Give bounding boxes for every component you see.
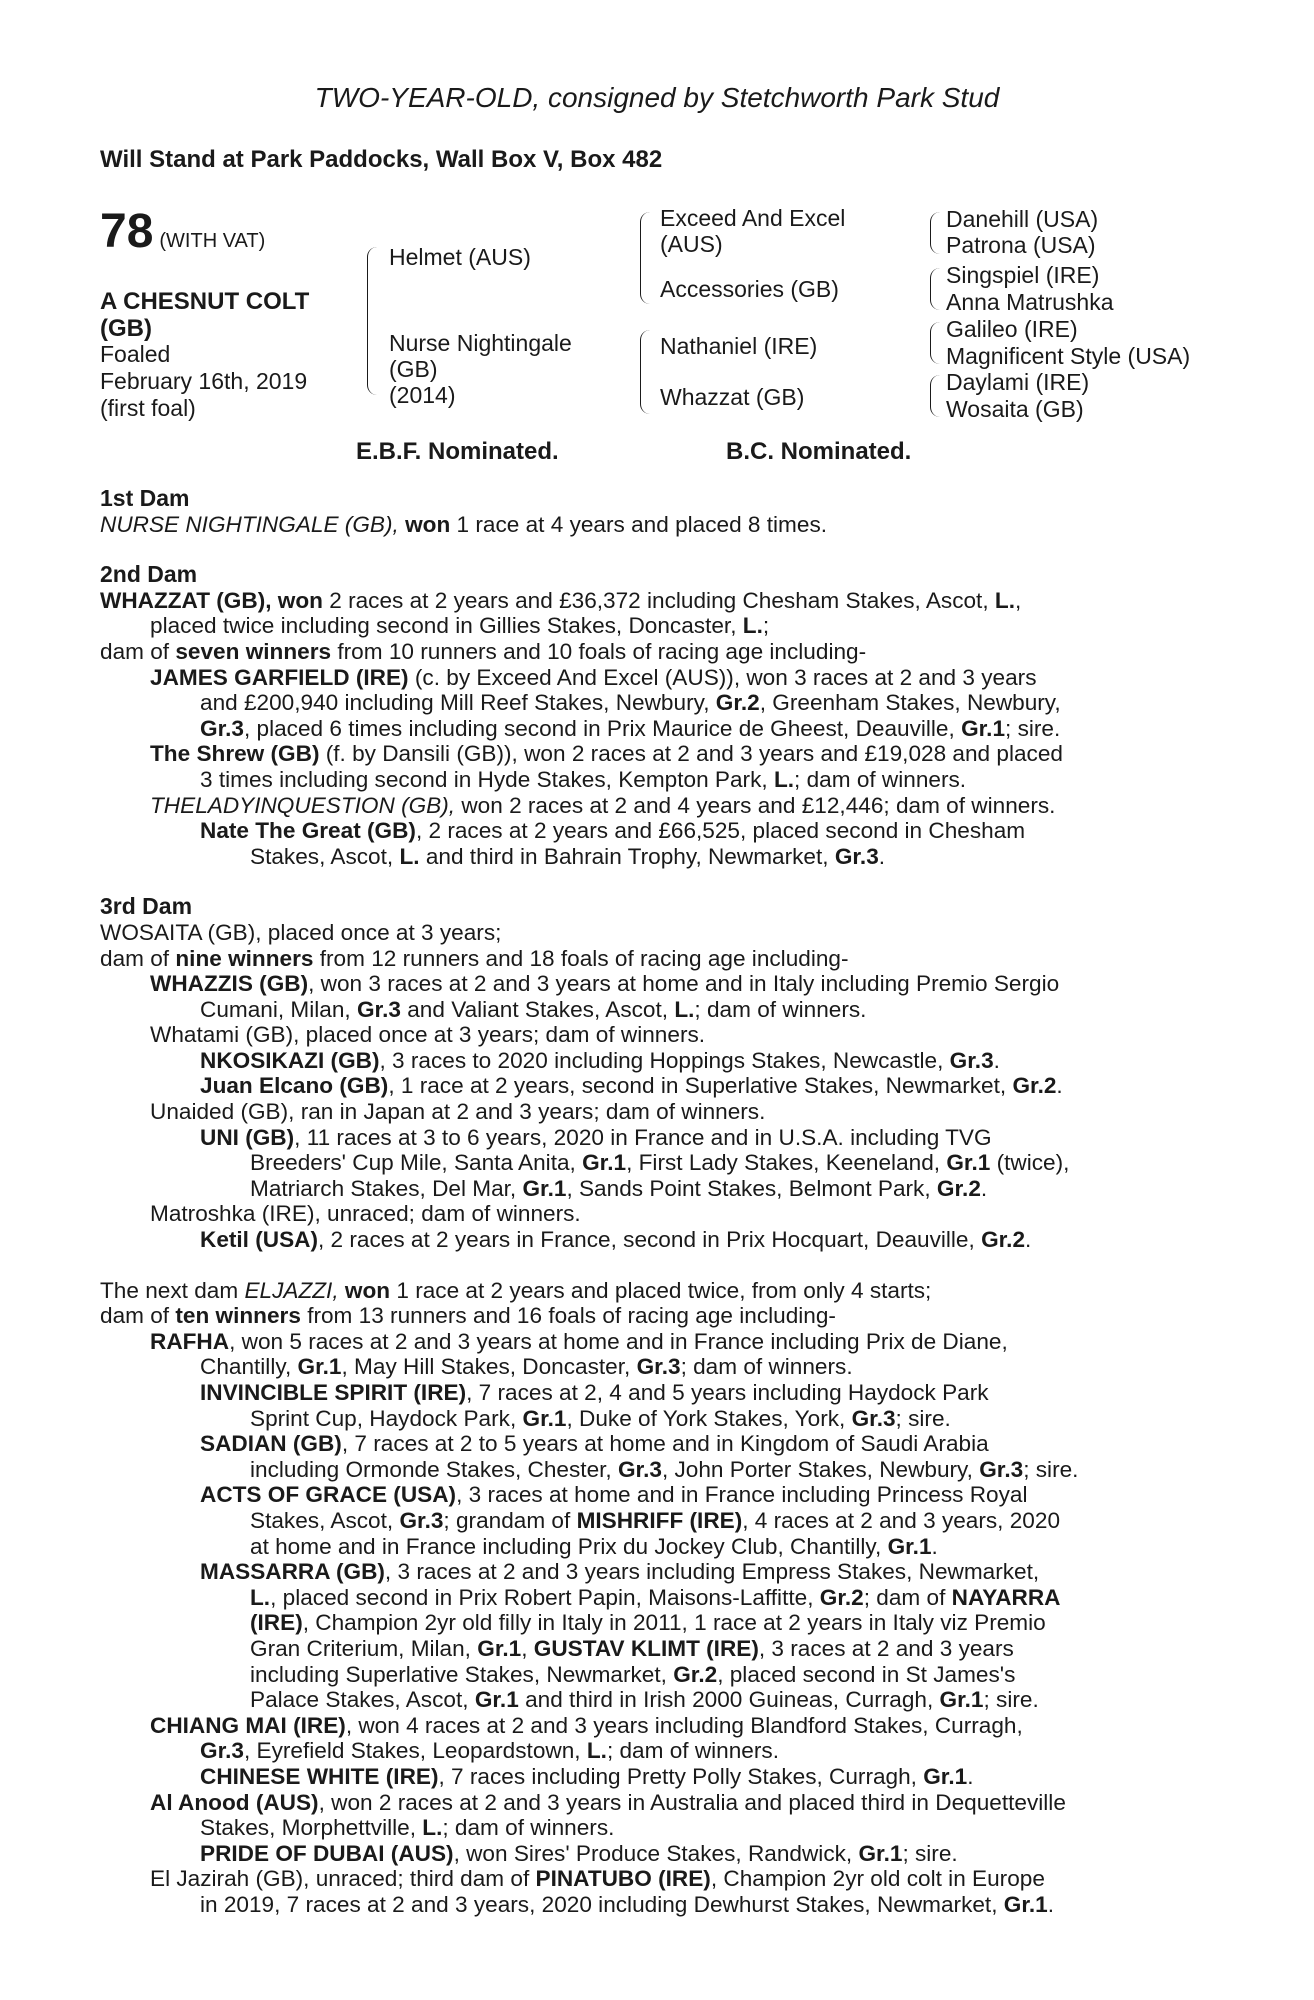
produce-entry: Stakes, Morphettville, L.; dam of winners.: [200, 1815, 615, 1841]
next-dam-produce: dam of ten winners from 13 runners and 16 foals of racing age including-: [100, 1303, 836, 1329]
foaled-label: Foaled: [100, 341, 171, 367]
pedigree-brace: [930, 212, 943, 254]
produce-entry: Sprint Cup, Haydock Park, Gr.1, Duke of York Stakes, York, Gr.3; sire.: [250, 1405, 951, 1431]
second-dam-heading: 2nd Dam: [100, 561, 198, 588]
stand-location: Will Stand at Park Paddocks, Wall Box V, Box 482: [100, 146, 663, 173]
produce-entry: in 2019, 7 races at 2 and 3 years, 2020 including Dewhurst Stakes, Newmarket, Gr.1.: [200, 1891, 1055, 1917]
produce-entry: Palace Stakes, Ascot, Gr.1 and third in Irish 2000 Guineas, Curragh, Gr.1; sire.: [250, 1687, 1039, 1713]
third-dam-produce: dam of nine winners from 12 runners and 18 foals of racing age including-: [100, 945, 849, 971]
bc-nomination: B.C. Nominated.: [726, 438, 912, 465]
pedigree-brace: [640, 330, 653, 414]
second-dam-produce: dam of seven winners from 10 runners and 10 foals of racing age including-: [100, 638, 867, 664]
produce-entry: and £200,940 including Mill Reef Stakes, Newbury, Gr.2, Greenham Stakes, Newbury,: [200, 690, 1061, 716]
pedigree-ds-dam: Magnificent Style (USA): [946, 343, 1191, 369]
page-title: TWO-YEAR-OLD, consigned by Stetchworth Park Stud: [314, 82, 1000, 113]
produce-entry: THELADYINQUESTION (GB), won 2 races at 2 and 4 years and £12,446; dam of winners.: [150, 792, 1056, 818]
produce-entry: CHINESE WHITE (IRE), 7 races including Pretty Polly Stakes, Curragh, Gr.1.: [200, 1763, 974, 1789]
produce-entry: Juan Elcano (GB), 1 race at 2 years, second in Superlative Stakes, Newmarket, Gr.2.: [200, 1073, 1063, 1099]
produce-entry: El Jazirah (GB), unraced; third dam of PINATUBO (IRE), Champion 2yr old colt in Europe: [150, 1866, 1045, 1892]
produce-entry: PRIDE OF DUBAI (AUS), won Sires' Produce Stakes, Randwick, Gr.1; sire.: [200, 1840, 958, 1866]
produce-entry: (IRE), Champion 2yr old filly in Italy in 2011, 1 race at 2 years in Italy viz Premio: [250, 1610, 1046, 1636]
produce-entry: including Superlative Stakes, Newmarket, Gr.2, placed second in St James's: [250, 1661, 1016, 1687]
horse-line-1: A CHESNUT COLT: [100, 288, 310, 315]
produce-entry: Nate The Great (GB), 2 races at 2 years and £66,525, placed second in Chesham: [200, 818, 1026, 844]
pedigree-dam-sire: Nathaniel (IRE): [660, 333, 818, 359]
produce-entry: at home and in France including Prix du Jockey Club, Chantilly, Gr.1.: [250, 1533, 938, 1559]
produce-entry: Matriarch Stakes, Del Mar, Gr.1, Sands Point Stakes, Belmont Park, Gr.2.: [250, 1175, 988, 1201]
produce-entry: Gr.3, placed 6 times including second in Prix Maurice de Gheest, Deauville, Gr.1; sire.: [200, 715, 1061, 741]
foal-note: (first foal): [100, 395, 196, 421]
pedigree-dam-dam: Whazzat (GB): [660, 384, 805, 410]
produce-entry: L., placed second in Prix Robert Papin, Maisons-Laffitte, Gr.2; dam of NAYARRA: [250, 1584, 1061, 1610]
produce-entry: SADIAN (GB), 7 races at 2 to 5 years at home and in Kingdom of Saudi Arabia: [200, 1431, 989, 1457]
produce-entry: CHIANG MAI (IRE), won 4 races at 2 and 3 years including Blandford Stakes, Curragh,: [150, 1712, 1023, 1738]
second-dam-entry: placed twice including second in Gillies Stakes, Doncaster, L.;: [150, 613, 770, 639]
next-dam-entry: The next dam ELJAZZI, won 1 race at 2 years and placed twice, from only 4 starts;: [100, 1277, 932, 1303]
produce-entry: Ketil (USA), 2 races at 2 years in France, second in Prix Hocquart, Deauville, Gr.2.: [200, 1227, 1032, 1253]
pedigree-ss-sire: Danehill (USA): [946, 206, 1099, 232]
produce-entry: Chantilly, Gr.1, May Hill Stakes, Doncaster, Gr.3; dam of winners.: [200, 1354, 853, 1380]
produce-entry: Gran Criterium, Milan, Gr.1, GUSTAV KLIMT (IRE), 3 races at 2 and 3 years: [250, 1635, 1014, 1661]
produce-entry: Gr.3, Eyrefield Stakes, Leopardstown, L.; dam of winners.: [200, 1738, 779, 1764]
produce-entry: INVINCIBLE SPIRIT (IRE), 7 races at 2, 4 and 5 years including Haydock Park: [200, 1380, 989, 1405]
third-dam-heading: 3rd Dam: [100, 893, 193, 920]
produce-entry: Stakes, Ascot, L. and third in Bahrain Trophy, Newmarket, Gr.3.: [250, 843, 886, 869]
horse-description: [100, 288, 309, 342]
horse-line-2: (GB): [100, 315, 152, 342]
pedigree-dam: Nurse Nightingale (GB) (2014): [389, 330, 572, 408]
pedigree-brace: [640, 212, 653, 304]
pedigree-sire: Helmet (AUS): [389, 244, 531, 270]
second-dam-entry: WHAZZAT (GB), won 2 races at 2 years and £36,372 including Chesham Stakes, Ascot, L.,: [100, 587, 1022, 613]
produce-entry: UNI (GB), 11 races at 3 to 6 years, 2020 in France and in U.S.A. including TVG: [200, 1124, 992, 1150]
produce-entry: including Ormonde Stakes, Chester, Gr.3, John Porter Stakes, Newbury, Gr.3; sire.: [250, 1456, 1079, 1482]
produce-entry: MASSARRA (GB), 3 races at 2 and 3 years including Empress Stakes, Newmarket,: [200, 1559, 1040, 1585]
pedigree-brace: [367, 247, 380, 395]
produce-entry: Breeders' Cup Mile, Santa Anita, Gr.1, First Lady Stakes, Keeneland, Gr.1 (twice),: [250, 1150, 1070, 1176]
pedigree-brace: [930, 268, 943, 310]
pedigree-ss-dam: Patrona (USA): [946, 232, 1096, 258]
pedigree-brace: [930, 375, 943, 417]
pedigree-sd-sire: Singspiel (IRE): [946, 262, 1100, 288]
pedigree-sire-sire: Exceed And Excel (AUS): [660, 205, 846, 257]
lot-block: [100, 204, 265, 259]
foaling-info: [100, 341, 307, 422]
lot-number: 78: [100, 205, 154, 258]
produce-entry: JAMES GARFIELD (IRE) (c. by Exceed And Excel (AUS)), won 3 races at 2 and 3 years: [150, 664, 1037, 690]
third-dam-entry: WOSAITA (GB), placed once at 3 years;: [100, 919, 502, 945]
first-dam-heading: 1st Dam: [100, 485, 190, 511]
produce-entry: NKOSIKAZI (GB), 3 races to 2020 including Hoppings Stakes, Newcastle, Gr.3.: [200, 1047, 1000, 1073]
produce-entry: Cumani, Milan, Gr.3 and Valiant Stakes, Ascot, L.; dam of winners.: [200, 996, 867, 1022]
ebf-nomination: E.B.F. Nominated.: [356, 438, 559, 465]
foaled-date: February 16th, 2019: [100, 368, 308, 394]
pedigree-sire-dam: Accessories (GB): [660, 276, 839, 302]
lot-vat: (WITH VAT): [159, 230, 266, 252]
produce-entry: Whatami (GB), placed once at 3 years; dam of winners.: [150, 1022, 706, 1048]
produce-entry: RAFHA, won 5 races at 2 and 3 years at home and in France including Prix de Diane,: [150, 1328, 1008, 1354]
produce-entry: Unaided (GB), ran in Japan at 2 and 3 years; dam of winners.: [150, 1099, 766, 1125]
produce-entry: WHAZZIS (GB), won 3 races at 2 and 3 years at home and in Italy including Premio Sergio: [150, 971, 1060, 997]
first-dam-entry: NURSE NIGHTINGALE (GB), won 1 race at 4 years and placed 8 times.: [100, 511, 828, 537]
produce-entry: 3 times including second in Hyde Stakes, Kempton Park, L.; dam of winners.: [200, 766, 967, 792]
produce-entry: Stakes, Ascot, Gr.3; grandam of MISHRIFF (IRE), 4 races at 2 and 3 years, 2020: [250, 1507, 1061, 1533]
produce-entry: ACTS OF GRACE (USA), 3 races at home and in France including Princess Royal: [200, 1482, 1028, 1508]
produce-entry: Al Anood (AUS), won 2 races at 2 and 3 years in Australia and placed third in Dequetteville: [150, 1789, 1066, 1815]
pedigree-brace: [930, 322, 943, 364]
pedigree-dd-dam: Wosaita (GB): [946, 396, 1084, 422]
pedigree-dd-sire: Daylami (IRE): [946, 369, 1090, 395]
pedigree-ds-sire: Galileo (IRE): [946, 316, 1078, 342]
produce-entry: The Shrew (GB) (f. by Dansili (GB)), won 2 races at 2 and 3 years and £19,028 and placed: [150, 741, 1063, 767]
pedigree-sd-dam: Anna Matrushka: [946, 289, 1114, 315]
catalogue-body: [100, 486, 1250, 1917]
produce-entry: Matroshka (IRE), unraced; dam of winners.: [150, 1201, 581, 1227]
